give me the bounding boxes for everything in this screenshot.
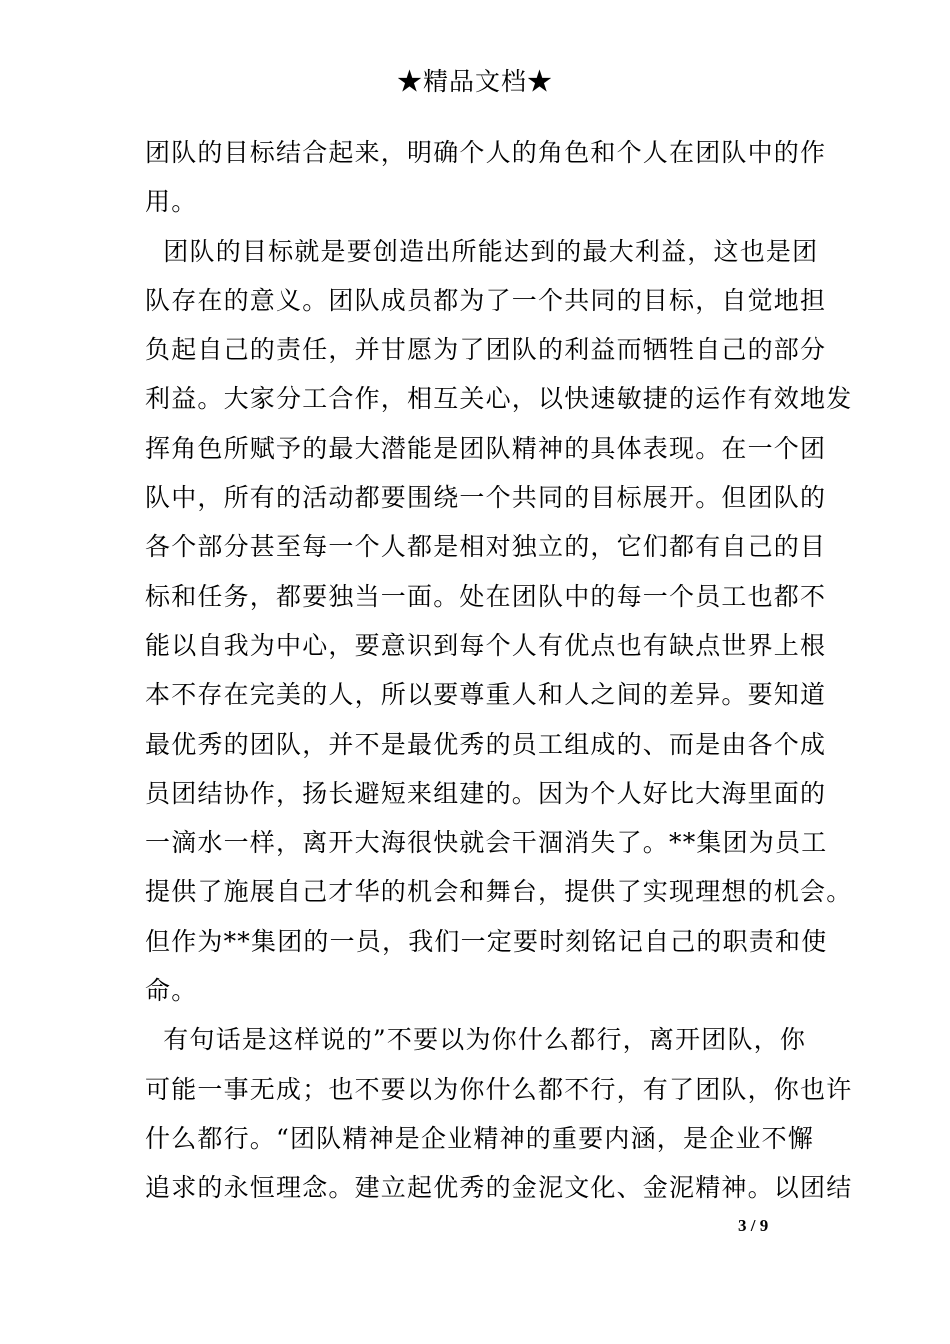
page-header-title: ★精品文档★ [396, 67, 553, 96]
text-line: 一滴水一样，离开大海很快就会干涸消失了。**集团为员工 [145, 828, 828, 858]
text-line: 能以自我为中心，要意识到每个人有优点也有缺点世界上根 [145, 630, 827, 660]
text-line: 标和任务，都要独当一面。处在团队中的每一个员工也都不 [145, 581, 827, 611]
page-number: 3 / 9 [738, 1216, 769, 1235]
text-line: 但作为**集团的一员，我们一定要时刻铭记自己的职责和使 [145, 926, 828, 956]
text-line: 负起自己的责任，并甘愿为了团队的利益而牺牲自己的部分 [145, 335, 827, 365]
text-line: 挥角色所赋予的最大潜能是团队精神的具体表现。在一个团 [145, 433, 827, 463]
text-line: 团队的目标结合起来，明确个人的角色和个人在团队中的作 [145, 138, 827, 167]
text-line: 什么都行。“团队精神是企业精神的重要内涵，是企业不懈 [145, 1123, 814, 1153]
paragraph [145, 227, 853, 1016]
text-line: 可能一事无成；也不要以为你什么都不行，有了团队，你也许 [145, 1074, 853, 1104]
text-line: 追求的永恒理念。建立起优秀的金泥文化、金泥精神。以团结 [145, 1173, 853, 1203]
document-body [145, 128, 853, 1213]
text-line: 命。 [145, 976, 198, 1006]
text-line: 员团结协作，扬长避短来组建的。因为个人好比大海里面的 [145, 778, 827, 808]
text-line: 队中，所有的活动都要围绕一个共同的目标展开。但团队的 [145, 483, 827, 513]
text-line: 各个部分甚至每一个人都是相对独立的，它们都有自己的目 [145, 532, 827, 562]
text-line: 本不存在完美的人，所以要尊重人和人之间的差异。要知道 [145, 680, 827, 710]
text-line: 利益。大家分工合作，相互关心，以快速敏捷的运作有效地发 [145, 384, 853, 414]
text-line: 提供了施展自己才华的机会和舞台，提供了实现理想的机会。 [145, 877, 853, 907]
text-line: 最优秀的团队，并不是最优秀的员工组成的、而是由各个成 [145, 729, 827, 759]
text-line: 有句话是这样说的”不要以为你什么都行，离开团队，你 [145, 1025, 807, 1055]
paragraph [145, 1015, 853, 1212]
text-line: 用。 [145, 187, 198, 217]
paragraph [145, 128, 825, 227]
text-line: 团队的目标就是要创造出所能达到的最大利益，这也是团 [145, 236, 819, 266]
text-line: 队存在的意义。团队成员都为了一个共同的目标，自觉地担 [145, 285, 827, 315]
